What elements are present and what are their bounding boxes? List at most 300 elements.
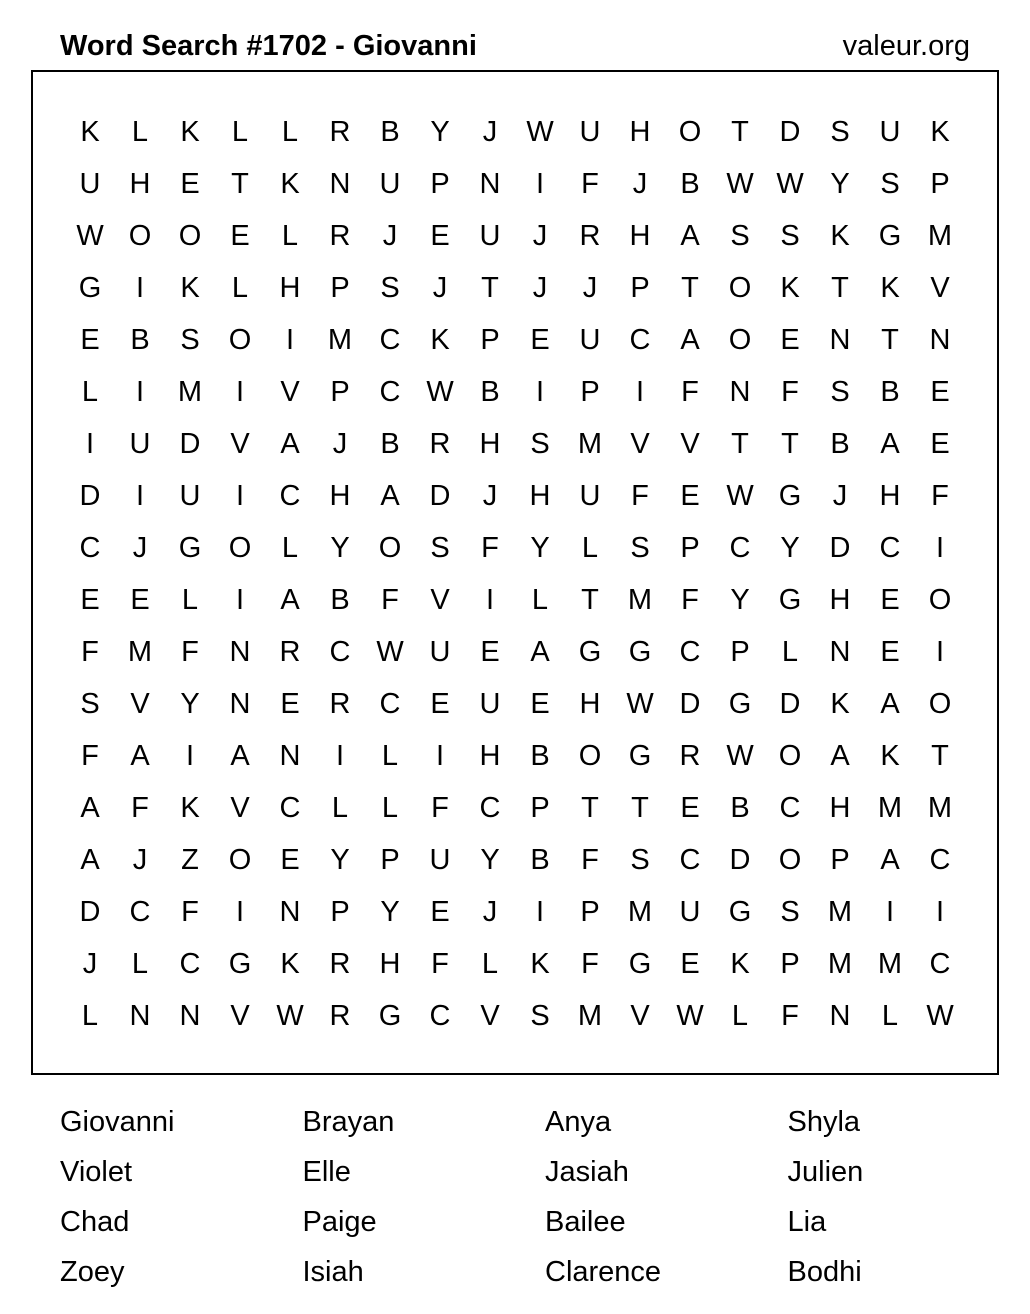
grid-letter: B	[530, 739, 550, 772]
grid-letter: I	[935, 895, 945, 928]
grid-letter: K	[930, 115, 950, 148]
grid-letter: S	[730, 219, 750, 252]
letter-grid-frame	[31, 70, 999, 1075]
grid-letter: S	[780, 219, 800, 252]
grid-letter: J	[482, 115, 498, 148]
grid-letter: C	[429, 999, 451, 1032]
grid-letter: L	[131, 115, 149, 148]
grid-letter: D	[729, 843, 751, 876]
grid-letter: P	[580, 375, 600, 408]
grid-letter: H	[879, 479, 901, 512]
grid-letter: A	[80, 791, 100, 824]
grid-letter: E	[80, 323, 100, 356]
grid-letter: W	[926, 999, 954, 1032]
grid-letter: J	[632, 167, 648, 200]
grid-letter: H	[629, 219, 651, 252]
grid-letter: V	[130, 687, 150, 720]
grid-letter: F	[481, 531, 499, 564]
grid-letter: U	[429, 635, 451, 668]
grid-letter: V	[230, 791, 250, 824]
grid-letter: D	[179, 427, 201, 460]
grid-letter: M	[327, 323, 353, 356]
grid-letter: W	[726, 167, 754, 200]
word-list-item: Elle	[302, 1156, 351, 1188]
grid-letter: B	[480, 375, 500, 408]
grid-letter: B	[680, 167, 700, 200]
grid-letter: R	[329, 115, 351, 148]
word-list-item: Julien	[787, 1156, 864, 1188]
grid-letter: G	[628, 947, 652, 980]
grid-letter: F	[181, 895, 199, 928]
grid-letter: P	[930, 167, 950, 200]
grid-letter: C	[279, 479, 301, 512]
grid-letter: P	[480, 323, 500, 356]
grid-letter: H	[129, 167, 151, 200]
grid-letter: H	[579, 687, 601, 720]
grid-letter: S	[530, 999, 550, 1032]
grid-letter: I	[135, 375, 145, 408]
grid-letter: J	[382, 219, 398, 252]
grid-letter: V	[230, 427, 250, 460]
grid-letter: J	[832, 479, 848, 512]
grid-letter: K	[280, 947, 300, 980]
grid-letter: G	[778, 583, 802, 616]
grid-letter: O	[928, 583, 952, 616]
grid-letter: H	[379, 947, 401, 980]
grid-letter: C	[129, 895, 151, 928]
grid-letter: A	[380, 479, 400, 512]
grid-letter: I	[535, 375, 545, 408]
grid-letter: A	[130, 739, 150, 772]
grid-letter: R	[279, 635, 301, 668]
grid-letter: J	[532, 219, 548, 252]
grid-letter: L	[81, 999, 99, 1032]
grid-letter: R	[329, 999, 351, 1032]
grid-letter: M	[577, 999, 603, 1032]
grid-letter: L	[381, 791, 399, 824]
grid-letter: E	[180, 167, 200, 200]
grid-letter: C	[379, 323, 401, 356]
grid-letter: I	[235, 375, 245, 408]
grid-letter: I	[935, 531, 945, 564]
grid-letter: R	[329, 947, 351, 980]
grid-letter: P	[580, 895, 600, 928]
grid-letter: O	[728, 271, 752, 304]
grid-letter: E	[130, 583, 150, 616]
grid-letter: N	[829, 323, 851, 356]
grid-letter: G	[728, 687, 752, 720]
grid-letter: D	[829, 531, 851, 564]
grid-letter: B	[380, 115, 400, 148]
grid-letter: O	[678, 115, 702, 148]
grid-letter: U	[879, 115, 901, 148]
grid-letter: K	[730, 947, 750, 980]
grid-letter: Y	[330, 843, 350, 876]
grid-letter: O	[728, 323, 752, 356]
grid-letter: H	[829, 791, 851, 824]
grid-letter: B	[880, 375, 900, 408]
word-list-item: Bodhi	[787, 1256, 862, 1288]
grid-letter: P	[330, 895, 350, 928]
grid-letter: L	[81, 375, 99, 408]
grid-letter: F	[581, 167, 599, 200]
grid-letter: Y	[480, 843, 500, 876]
grid-letter: L	[231, 115, 249, 148]
grid-letter: S	[830, 375, 850, 408]
grid-letter: G	[228, 947, 252, 980]
grid-letter: R	[679, 739, 701, 772]
grid-letter: I	[185, 739, 195, 772]
grid-letter: K	[180, 791, 200, 824]
grid-letter: G	[778, 479, 802, 512]
site-name: valeur.org	[842, 30, 970, 62]
grid-letter: A	[80, 843, 100, 876]
grid-letter: V	[930, 271, 950, 304]
grid-letter: I	[535, 167, 545, 200]
grid-letter: E	[530, 687, 550, 720]
grid-letter: E	[430, 687, 450, 720]
grid-letter: V	[230, 999, 250, 1032]
grid-letter: C	[929, 843, 951, 876]
grid-letter: E	[430, 895, 450, 928]
grid-letter: H	[329, 479, 351, 512]
grid-letter: F	[581, 843, 599, 876]
grid-letter: L	[531, 583, 549, 616]
grid-letter: B	[330, 583, 350, 616]
puzzle-title: Word Search #1702 - Giovanni	[60, 30, 477, 62]
word-list-item: Shyla	[787, 1106, 861, 1138]
grid-letter: A	[880, 687, 900, 720]
grid-letter: C	[79, 531, 101, 564]
grid-letter: L	[581, 531, 599, 564]
grid-letter: C	[179, 947, 201, 980]
grid-letter: F	[431, 791, 449, 824]
grid-letter: K	[780, 271, 800, 304]
grid-letter: C	[479, 791, 501, 824]
grid-letter: K	[180, 115, 200, 148]
grid-letter: J	[82, 947, 98, 980]
grid-letter: O	[228, 843, 252, 876]
grid-letter: T	[881, 323, 899, 356]
grid-letter: J	[482, 479, 498, 512]
grid-letter: V	[630, 427, 650, 460]
grid-letter: I	[235, 895, 245, 928]
grid-letter: E	[480, 635, 500, 668]
grid-letter: Y	[380, 895, 400, 928]
grid-letter: V	[630, 999, 650, 1032]
word-list-item: Clarence	[545, 1256, 662, 1288]
grid-letter: I	[635, 375, 645, 408]
grid-letter: E	[880, 635, 900, 668]
grid-letter: W	[776, 167, 804, 200]
grid-letter: E	[280, 843, 300, 876]
grid-letter: T	[731, 115, 749, 148]
grid-letter: O	[928, 687, 952, 720]
grid-letter: M	[927, 219, 953, 252]
grid-letter: C	[679, 843, 701, 876]
grid-letter: T	[231, 167, 249, 200]
grid-letter: I	[235, 583, 245, 616]
word-list-item: Bailee	[545, 1206, 626, 1238]
grid-letter: E	[680, 947, 700, 980]
grid-letter: D	[679, 687, 701, 720]
grid-letter: K	[830, 219, 850, 252]
grid-letter: A	[680, 219, 700, 252]
grid-letter: M	[877, 791, 903, 824]
grid-letter: G	[728, 895, 752, 928]
grid-letter: N	[829, 635, 851, 668]
grid-letter: M	[127, 635, 153, 668]
grid-letter: L	[131, 947, 149, 980]
grid-letter: E	[280, 687, 300, 720]
grid-letter: I	[535, 895, 545, 928]
grid-letter: U	[79, 167, 101, 200]
grid-letter: F	[931, 479, 949, 512]
grid-letter: P	[680, 531, 700, 564]
grid-letter: K	[830, 687, 850, 720]
grid-letter: D	[429, 479, 451, 512]
grid-letter: D	[79, 895, 101, 928]
grid-letter: J	[482, 895, 498, 928]
grid-letter: T	[581, 583, 599, 616]
grid-letter: C	[379, 375, 401, 408]
grid-letter: V	[280, 375, 300, 408]
grid-letter: E	[530, 323, 550, 356]
grid-letter: F	[781, 999, 799, 1032]
grid-letter: F	[681, 583, 699, 616]
grid-letter: M	[927, 791, 953, 824]
grid-letter: S	[830, 115, 850, 148]
grid-letter: H	[529, 479, 551, 512]
grid-letter: L	[281, 115, 299, 148]
grid-letter: L	[181, 583, 199, 616]
grid-letter: L	[481, 947, 499, 980]
grid-letter: L	[881, 999, 899, 1032]
grid-letter: G	[578, 635, 602, 668]
grid-letter: I	[285, 323, 295, 356]
grid-letter: C	[779, 791, 801, 824]
grid-letter: E	[680, 791, 700, 824]
grid-letter: G	[628, 739, 652, 772]
grid-letter: E	[230, 219, 250, 252]
grid-letter: M	[627, 583, 653, 616]
grid-letter: R	[579, 219, 601, 252]
grid-letter: F	[81, 635, 99, 668]
grid-letter: T	[931, 739, 949, 772]
grid-letter: U	[579, 479, 601, 512]
grid-letter: L	[731, 999, 749, 1032]
grid-letter: F	[631, 479, 649, 512]
grid-letter: H	[479, 739, 501, 772]
grid-letter: S	[880, 167, 900, 200]
word-list-item: Chad	[60, 1206, 130, 1238]
grid-letter: Z	[181, 843, 199, 876]
grid-letter: N	[129, 999, 151, 1032]
grid-letter: A	[230, 739, 250, 772]
grid-letter: J	[532, 271, 548, 304]
grid-letter: W	[276, 999, 304, 1032]
grid-letter: D	[79, 479, 101, 512]
grid-letter: A	[680, 323, 700, 356]
grid-letter: B	[530, 843, 550, 876]
grid-letter: P	[830, 843, 850, 876]
grid-letter: F	[681, 375, 699, 408]
grid-letter: T	[581, 791, 599, 824]
grid-letter: A	[880, 427, 900, 460]
grid-letter: C	[879, 531, 901, 564]
grid-letter: C	[629, 323, 651, 356]
grid-letter: Y	[730, 583, 750, 616]
grid-letter: M	[177, 375, 203, 408]
grid-letter: B	[830, 427, 850, 460]
grid-letter: H	[829, 583, 851, 616]
grid-letter: O	[228, 531, 252, 564]
grid-letter: I	[885, 895, 895, 928]
grid-letter: F	[131, 791, 149, 824]
grid-letter: P	[380, 843, 400, 876]
grid-letter: M	[827, 895, 853, 928]
grid-letter: K	[530, 947, 550, 980]
grid-letter: T	[681, 271, 699, 304]
grid-letter: P	[330, 375, 350, 408]
grid-letter: P	[530, 791, 550, 824]
grid-letter: Y	[780, 531, 800, 564]
grid-letter: P	[730, 635, 750, 668]
word-list-item: Zoey	[60, 1256, 125, 1288]
grid-letter: F	[431, 947, 449, 980]
grid-letter: A	[830, 739, 850, 772]
grid-letter: C	[279, 791, 301, 824]
word-list-item: Brayan	[302, 1106, 395, 1138]
grid-letter: F	[581, 947, 599, 980]
grid-letter: C	[679, 635, 701, 668]
grid-letter: I	[85, 427, 95, 460]
grid-letter: K	[880, 271, 900, 304]
grid-letter: R	[329, 687, 351, 720]
grid-letter: W	[726, 479, 754, 512]
grid-letter: M	[627, 895, 653, 928]
grid-letter: F	[181, 635, 199, 668]
word-list-item: Giovanni	[60, 1106, 175, 1138]
grid-letter: M	[827, 947, 853, 980]
grid-letter: W	[76, 219, 104, 252]
grid-letter: U	[479, 687, 501, 720]
grid-letter: K	[430, 323, 450, 356]
grid-letter: G	[378, 999, 402, 1032]
grid-letter: M	[877, 947, 903, 980]
grid-letter: R	[429, 427, 451, 460]
grid-letter: U	[479, 219, 501, 252]
word-list-item: Paige	[302, 1206, 377, 1238]
grid-letter: I	[335, 739, 345, 772]
grid-letter: H	[629, 115, 651, 148]
grid-letter: O	[778, 739, 802, 772]
grid-letter: L	[281, 219, 299, 252]
grid-letter: B	[380, 427, 400, 460]
grid-letter: P	[780, 947, 800, 980]
grid-letter: L	[331, 791, 349, 824]
grid-letter: A	[880, 843, 900, 876]
grid-letter: S	[530, 427, 550, 460]
grid-letter: F	[381, 583, 399, 616]
word-list-item: Jasiah	[545, 1156, 629, 1188]
grid-letter: H	[279, 271, 301, 304]
grid-letter: D	[779, 687, 801, 720]
grid-letter: G	[628, 635, 652, 668]
grid-letter: N	[229, 687, 251, 720]
grid-letter: C	[729, 531, 751, 564]
grid-letter: U	[429, 843, 451, 876]
grid-letter: U	[379, 167, 401, 200]
grid-letter: O	[178, 219, 202, 252]
grid-letter: W	[726, 739, 754, 772]
grid-letter: L	[381, 739, 399, 772]
grid-letter: W	[676, 999, 704, 1032]
grid-letter: N	[829, 999, 851, 1032]
grid-letter: E	[930, 427, 950, 460]
grid-letter: I	[235, 479, 245, 512]
grid-letter: O	[128, 219, 152, 252]
word-list-item: Anya	[545, 1106, 612, 1138]
grid-letter: S	[380, 271, 400, 304]
grid-letter: P	[330, 271, 350, 304]
grid-letter: J	[332, 427, 348, 460]
word-list-item: Lia	[787, 1206, 827, 1238]
grid-letter: R	[329, 219, 351, 252]
grid-letter: N	[229, 635, 251, 668]
grid-letter: L	[281, 531, 299, 564]
grid-letter: K	[280, 167, 300, 200]
grid-letter: E	[430, 219, 450, 252]
word-list	[60, 1097, 1030, 1297]
grid-letter: W	[626, 687, 654, 720]
grid-letter: M	[577, 427, 603, 460]
grid-letter: C	[929, 947, 951, 980]
grid-letter: S	[80, 687, 100, 720]
grid-letter: Y	[530, 531, 550, 564]
grid-letter: F	[781, 375, 799, 408]
grid-letter: I	[485, 583, 495, 616]
grid-letter: J	[132, 531, 148, 564]
grid-letter: Y	[180, 687, 200, 720]
grid-letter: W	[426, 375, 454, 408]
grid-letter: F	[81, 739, 99, 772]
grid-letter: I	[135, 479, 145, 512]
grid-letter: U	[129, 427, 151, 460]
grid-letter: T	[831, 271, 849, 304]
grid-letter: N	[279, 895, 301, 928]
grid-letter: Y	[430, 115, 450, 148]
grid-letter: A	[280, 583, 300, 616]
grid-letter: G	[878, 219, 902, 252]
grid-letter: E	[780, 323, 800, 356]
grid-letter: D	[779, 115, 801, 148]
grid-letter: N	[329, 167, 351, 200]
grid-letter: U	[179, 479, 201, 512]
grid-letter: S	[630, 531, 650, 564]
grid-letter: S	[630, 843, 650, 876]
grid-letter: T	[631, 791, 649, 824]
grid-letter: C	[329, 635, 351, 668]
grid-letter: A	[280, 427, 300, 460]
grid-letter: I	[935, 635, 945, 668]
grid-letter: L	[781, 635, 799, 668]
grid-letter: U	[679, 895, 701, 928]
grid-letter: N	[179, 999, 201, 1032]
grid-letter: S	[430, 531, 450, 564]
grid-letter: J	[432, 271, 448, 304]
grid-letter: I	[135, 271, 145, 304]
